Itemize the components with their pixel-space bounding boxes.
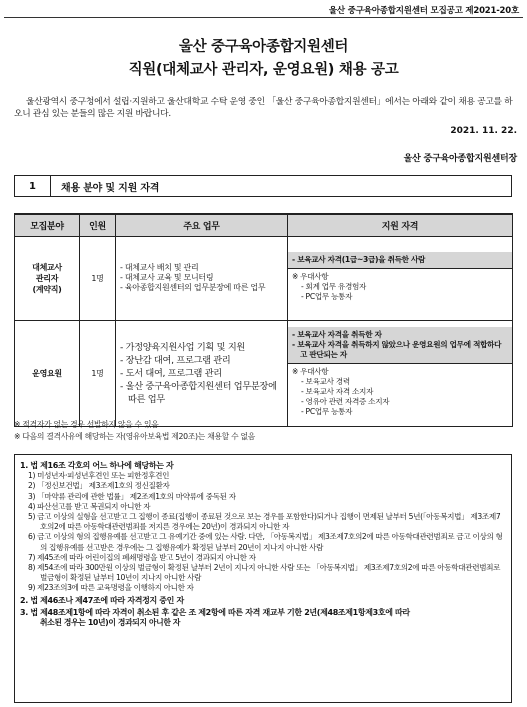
- page-title: 직원(대체교사 관리자, 운영요원) 채용 공고: [128, 62, 399, 78]
- required-qualifications: - 보육교사 자격(1급~3급)을 취득한 사람: [288, 252, 512, 269]
- section-heading-1: [14, 175, 512, 197]
- section-number: 1: [15, 176, 51, 196]
- issuer-org: 울산 중구육아종합지원센터장: [403, 154, 517, 164]
- disq-heading: 2. 법 제46조나 제47조에 따라 자격정지 중인 자: [20, 595, 184, 605]
- preferred-qualifications: ※ 우대사항 - 회계 업무 유경험자 - PC업무 능통자: [292, 271, 367, 301]
- page-title-org: 울산 중구육아종합지원센터: [178, 39, 349, 55]
- header-count: 인원: [80, 214, 116, 236]
- count-cell: 1명: [80, 320, 116, 426]
- disqualification-box: [14, 454, 512, 703]
- list-item: 7) 제45조에 따라 어린이집의 폐쇄명령을 받고 5년이 경과되지 아니한 자: [28, 552, 256, 562]
- note-item: ※ 적격자가 없는 경우 선발하지 않을 수 있음: [14, 420, 159, 429]
- list-item: 8) 제54조에 따라 300만원 이상의 벌금형이 확정된 날부터 2년이 지나지 아니한 사람 또는 「아동복지법」 제3조제7호의2에 따른 아동학대관련범죄로 벌금형이 확정된 날부터 10년이 지나지 아니한 사람: [28, 563, 501, 583]
- list-item: 1) 미성년자·피성년후견인 또는 피한정후견인: [28, 471, 170, 481]
- section-title: 채용 분야 및 지원 자격: [61, 182, 160, 194]
- category-cell: 대체교사 관리자 (계약직): [15, 236, 80, 320]
- intro-paragraph: 울산광역시 중구청에서 설립·지원하고 울산대학교 수탁 운영 중인 「울산 중구육아종합지원센터」에서는 아래와 같이 채용 공고를 하오니 관심 있는 분들의 많은 지원 바랍니다.: [14, 97, 513, 119]
- list-item: 2) 「정신보건법」 제3조제1호의 정신질환자: [28, 481, 170, 491]
- table-row: [15, 320, 513, 426]
- document-number: 울산 중구육아종합지원센터 모집공고 제2021-20호: [328, 6, 519, 16]
- disq-heading: 3. 법 제48조제1항에 따라 자격이 취소된 후 같은 조 제2항에 따른 자격 재교부 기한 2년(제48조제1항제3호에 따라: [20, 607, 410, 617]
- count-cell: 1명: [80, 236, 116, 320]
- list-item: 6) 금고 이상의 형의 집행유예를 선고받고 그 유예기간 중에 있는 사람. 다만, 「아동복지법」 제3조제7호의2에 따른 아동학대관련범죄로 금고 이상의 형의 집행유예를 선고받은 경우에는 그 집행유예가 확정된 날부터 20년이 지나지 아니한 사람: [28, 532, 503, 552]
- list-item: 4) 파산선고를 받고 복권되지 아니한 자: [28, 501, 151, 511]
- note-item: ※ 다음의 결격사유에 해당하는 자(영유아보육법 제20조)는 채용할 수 없음: [14, 432, 255, 441]
- header-qualifications: 지원 자격: [288, 214, 513, 236]
- list-item: 9) 제23조의3에 따른 교육명령을 이행하지 아니한 자: [28, 583, 194, 593]
- list-item: 5) 금고 이상의 실형을 선고받고 그 집행이 종료(집행이 종료된 것으로 보는 경우를 포함한다)되거나 집행이 면제된 날부터 5년(「아동복지법」 제3조제7호의2에 따른 아동학대관련범죄를 저지른 경우에는 20년)이 경과되지 아니한 자: [28, 512, 501, 532]
- duties-cell: - 가정양육지원사업 기획 및 지원 - 장난감 대여, 프로그램 관리 - 도서 대여, 프로그램 관리 - 울산 중구육아종합지원센터 업무분장에 따른 업무: [116, 320, 288, 426]
- table-header-row: [15, 214, 513, 236]
- qualifications-cell: [288, 320, 513, 426]
- category-cell: 운영요원: [15, 320, 80, 426]
- preferred-qualifications: ※ 우대사항 - 보육교사 경력 - 보육교사 자격 소지자 - 영유아 관련 자격증 소지자 - PC업무 능통자: [292, 366, 390, 416]
- header-category: 모집분야: [15, 214, 80, 236]
- notes: [14, 419, 255, 443]
- qualifications-cell: [288, 236, 513, 320]
- list-item: 3) 「마약류 관리에 관한 법률」 제2조제1호의 마약류에 중독된 자: [28, 491, 236, 501]
- header-divider: [4, 17, 523, 18]
- header-duties: 주요 업무: [116, 214, 288, 236]
- table-row: [15, 236, 513, 320]
- announcement-date: 2021. 11. 22.: [450, 126, 517, 136]
- required-qualifications: - 보육교사 자격을 취득한 자 - 보육교사 자격을 취득하지 않았으나 운영요원의 업무에 적합하다고 판단되는 자: [288, 327, 512, 364]
- disq-heading-cont: 취소된 경우는 10년)이 경과되지 아니한 자: [40, 618, 181, 628]
- duties-cell: - 대체교사 배치 및 관리 - 대체교사 교육 및 모니터링 - 육아종합지원센터의 업무분장에 따른 업무: [116, 236, 288, 320]
- recruitment-table: [14, 213, 513, 427]
- disq-heading: 1. 법 제16조 각호의 어느 하나에 해당하는 자: [20, 461, 174, 470]
